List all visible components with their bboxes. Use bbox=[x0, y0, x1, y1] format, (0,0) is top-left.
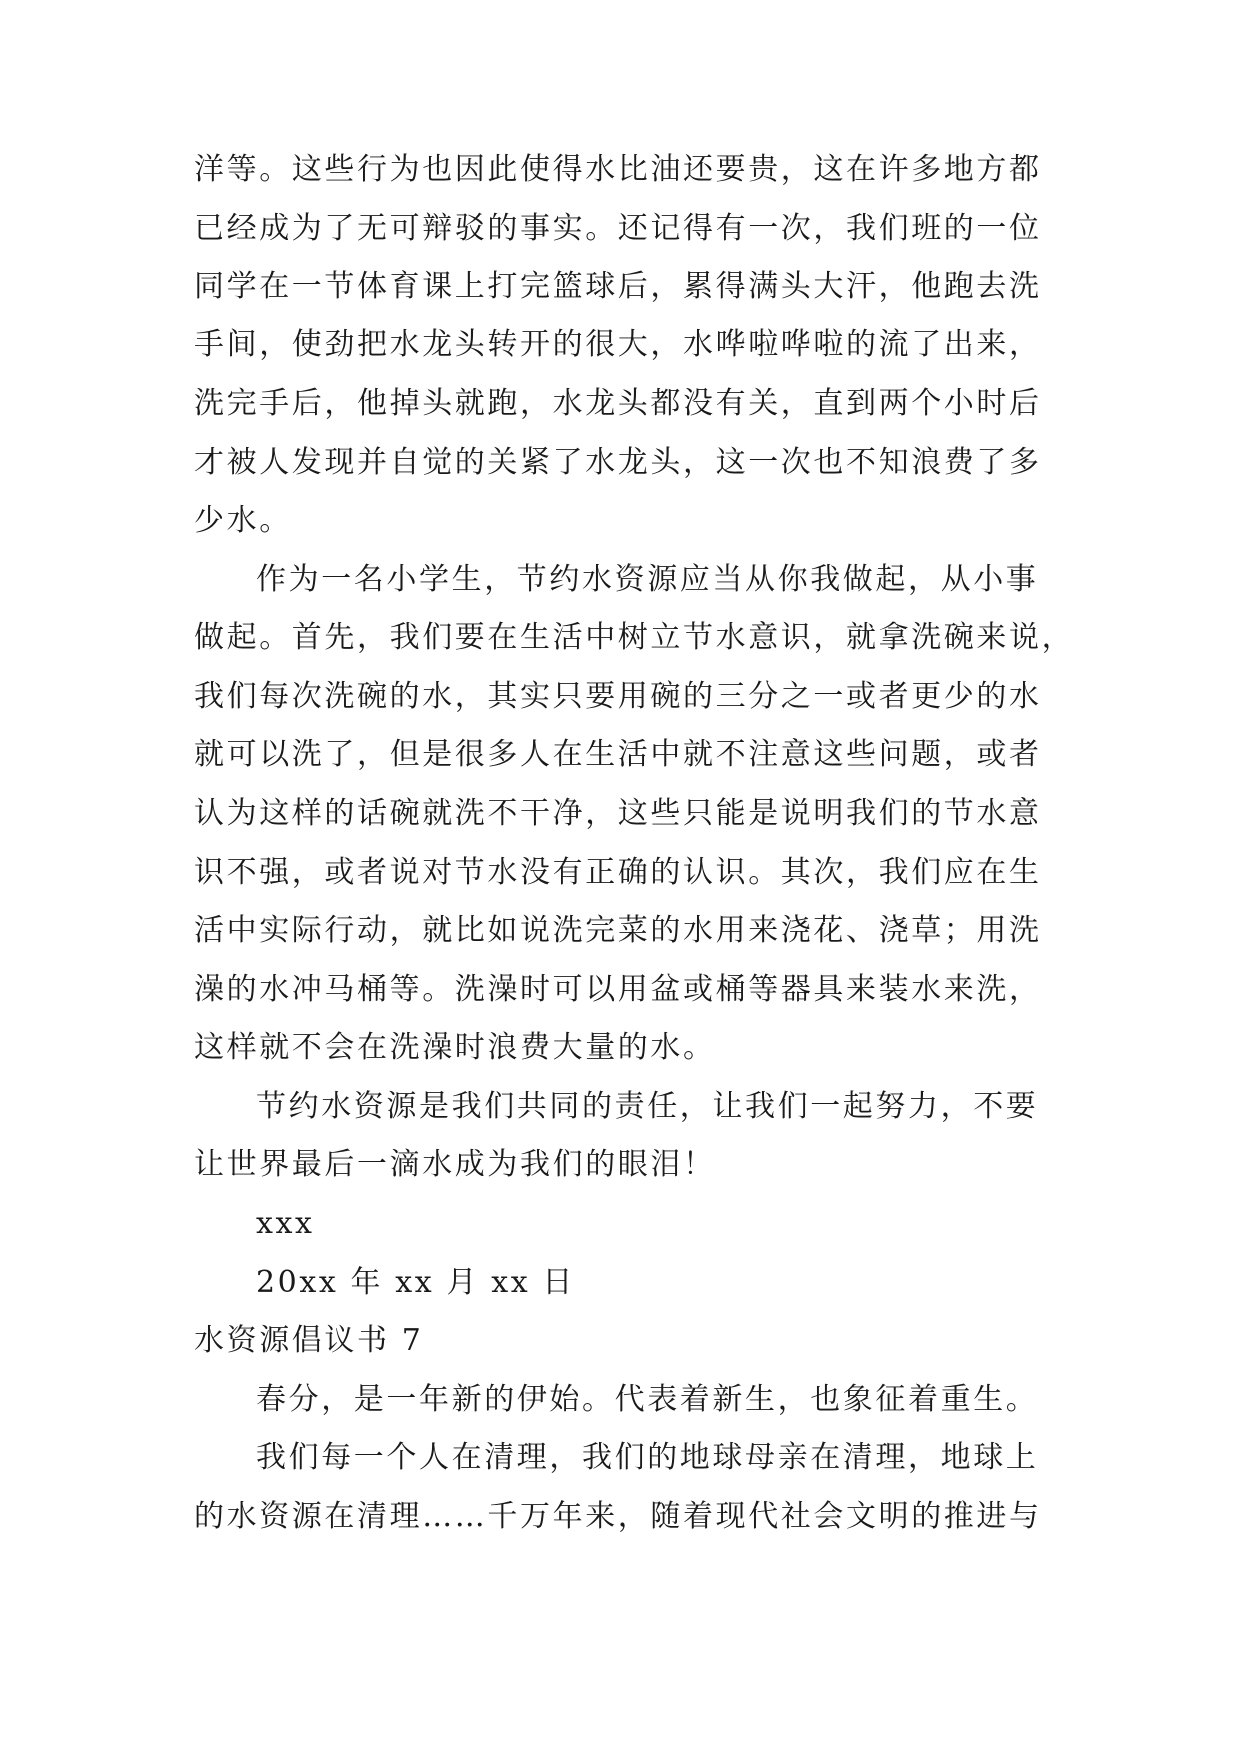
paragraph-line: 作为一名小学生，节约水资源应当从你我做起，从小事 bbox=[256, 562, 1039, 597]
signature-name: xxx bbox=[256, 1206, 315, 1241]
paragraph-line: 澡的水冲马桶等。洗澡时可以用盆或桶等器具来装水来洗， bbox=[194, 972, 1042, 1007]
paragraph-line: 洗完手后，他掉头就跑，水龙头都没有关，直到两个小时后 bbox=[194, 386, 1042, 421]
paragraph-line: 这样就不会在洗澡时浪费大量的水。 bbox=[194, 1030, 716, 1065]
paragraph-line: 做起。首先，我们要在生活中树立节水意识，就拿洗碗来说， bbox=[194, 620, 1075, 655]
paragraph-line: 春分，是一年新的伊始。代表着新生，也象征着重生。 bbox=[256, 1382, 1039, 1417]
paragraph-line: 的水资源在清理……千万年来，随着现代社会文明的推进与 bbox=[194, 1499, 1042, 1534]
paragraph-line: 就可以洗了，但是很多人在生活中就不注意这些问题，或者 bbox=[194, 737, 1042, 772]
section-heading: 水资源倡议书 7 bbox=[194, 1323, 424, 1358]
paragraph-line: 识不强，或者说对节水没有正确的认识。其次，我们应在生 bbox=[194, 855, 1042, 890]
signature-date: 20xx 年 xx 月 xx 日 bbox=[256, 1265, 575, 1300]
paragraph-line: 已经成为了无可辩驳的事实。还记得有一次，我们班的一位 bbox=[194, 211, 1042, 246]
paragraph-line: 让世界最后一滴水成为我们的眼泪！ bbox=[194, 1147, 716, 1182]
paragraph-line: 认为这样的话碗就洗不干净，这些只能是说明我们的节水意 bbox=[194, 796, 1042, 831]
paragraph-line: 我们每一个人在清理，我们的地球母亲在清理，地球上 bbox=[256, 1440, 1039, 1475]
paragraph-line: 才被人发现并自觉的关紧了水龙头，这一次也不知浪费了多 bbox=[194, 445, 1042, 480]
paragraph-line: 同学在一节体育课上打完篮球后，累得满头大汗，他跑去洗 bbox=[194, 269, 1042, 304]
paragraph-line: 洋等。这些行为也因此使得水比油还要贵，这在许多地方都 bbox=[194, 152, 1042, 187]
paragraph-line: 节约水资源是我们共同的责任，让我们一起努力，不要 bbox=[256, 1089, 1039, 1124]
paragraph-line: 我们每次洗碗的水，其实只要用碗的三分之一或者更少的水 bbox=[194, 679, 1042, 714]
paragraph-line: 活中实际行动，就比如说洗完菜的水用来浇花、浇草；用洗 bbox=[194, 913, 1042, 948]
paragraph-line: 少水。 bbox=[194, 503, 292, 538]
paragraph-line: 手间，使劲把水龙头转开的很大，水哗啦哗啦的流了出来， bbox=[194, 327, 1042, 362]
